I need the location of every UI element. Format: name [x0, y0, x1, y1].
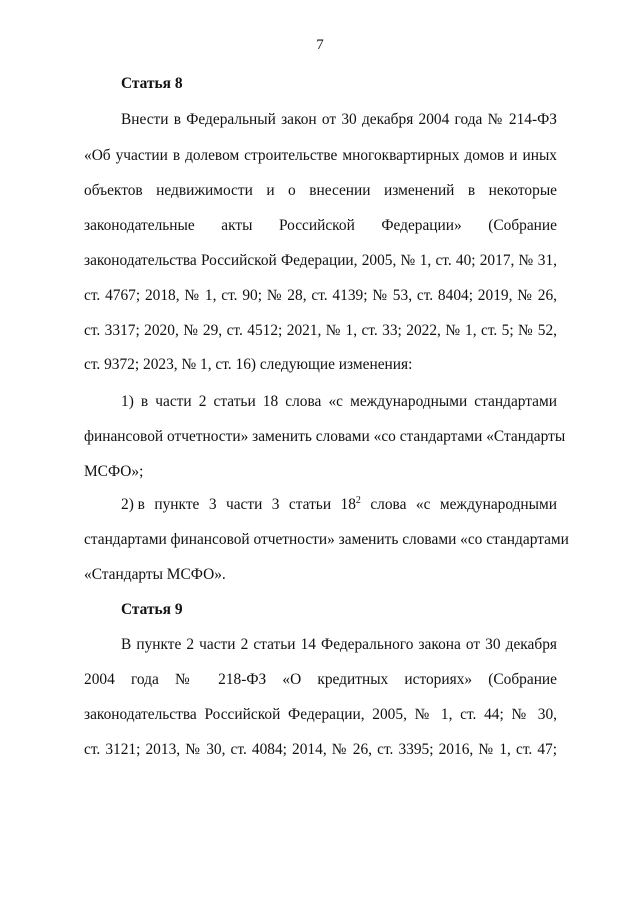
- text-segment: «с: [415, 496, 431, 513]
- amendment-item-2-line: «Стандарты МСФО».: [84, 566, 226, 583]
- article-9-text-line: законодательства Российской Федерации, 2005, № 1, ст. 44; № 30,: [84, 706, 557, 723]
- article-8-text-line: «Об участии в долевом строительстве многоквартирных домов и иных: [84, 147, 557, 164]
- article-superscript: 2: [355, 495, 361, 506]
- text-segment: международными: [439, 496, 557, 513]
- article-8-heading: Статья 8: [121, 75, 183, 92]
- text-segment: части: [225, 496, 263, 513]
- article-number-with-superscript: [341, 496, 361, 514]
- article-9-heading: Статья 9: [121, 601, 183, 618]
- text-segment: статьи: [288, 496, 332, 513]
- article-8-text-line: законодательные акты Российской Федерации» (Собрание: [84, 217, 557, 234]
- text-segment: 3: [208, 496, 217, 513]
- text-segment: слова: [370, 496, 407, 513]
- text-segment: 2) в: [121, 496, 145, 513]
- page-number: 7: [316, 37, 324, 53]
- article-8-text-line: ст. 4767; 2018, № 1, ст. 90; № 28, ст. 4139; № 53, ст. 8404; 2019, № 26,: [84, 287, 557, 304]
- amendment-item-2-line: стандартами финансовой отчетности» заменить словами «со стандартами: [84, 531, 569, 548]
- article-9-text-line: В пункте 2 части 2 статьи 14 Федерального закона от 30 декабря: [121, 636, 557, 653]
- article-8-text-line: ст. 3317; 2020, № 29, ст. 4512; 2021, № 1, ст. 33; 2022, № 1, ст. 5; № 52,: [84, 322, 557, 339]
- amendment-item-2-first-line: [121, 496, 557, 514]
- article-8-text-line: объектов недвижимости и о внесении изменений в некоторые: [84, 182, 557, 199]
- text-segment: пункте: [154, 496, 200, 513]
- article-number: 18: [340, 496, 356, 513]
- amendment-item-1-line: финансовой отчетности» заменить словами «со стандартами «Стандарты: [84, 428, 566, 445]
- amendment-item-1-line: МСФО»;: [84, 463, 144, 480]
- article-8-text-line: ст. 9372; 2023, № 1, ст. 16) следующие изменения:: [84, 356, 413, 373]
- article-9-text-line: ст. 3121; 2013, № 30, ст. 4084; 2014, № 26, ст. 3395; 2016, № 1, ст. 47;: [84, 741, 557, 758]
- article-8-text-line: законодательства Российской Федерации, 2005, № 1, ст. 40; 2017, № 31,: [84, 252, 557, 269]
- amendment-item-1-line: 1) в части 2 статьи 18 слова «с международными стандартами: [121, 393, 557, 410]
- article-9-text-line: 2004 года № 218-ФЗ «О кредитных историях» (Собрание: [84, 671, 557, 688]
- article-8-text-line: Внести в Федеральный закон от 30 декабря 2004 года № 214-ФЗ: [121, 111, 557, 128]
- text-segment: 3: [271, 496, 280, 513]
